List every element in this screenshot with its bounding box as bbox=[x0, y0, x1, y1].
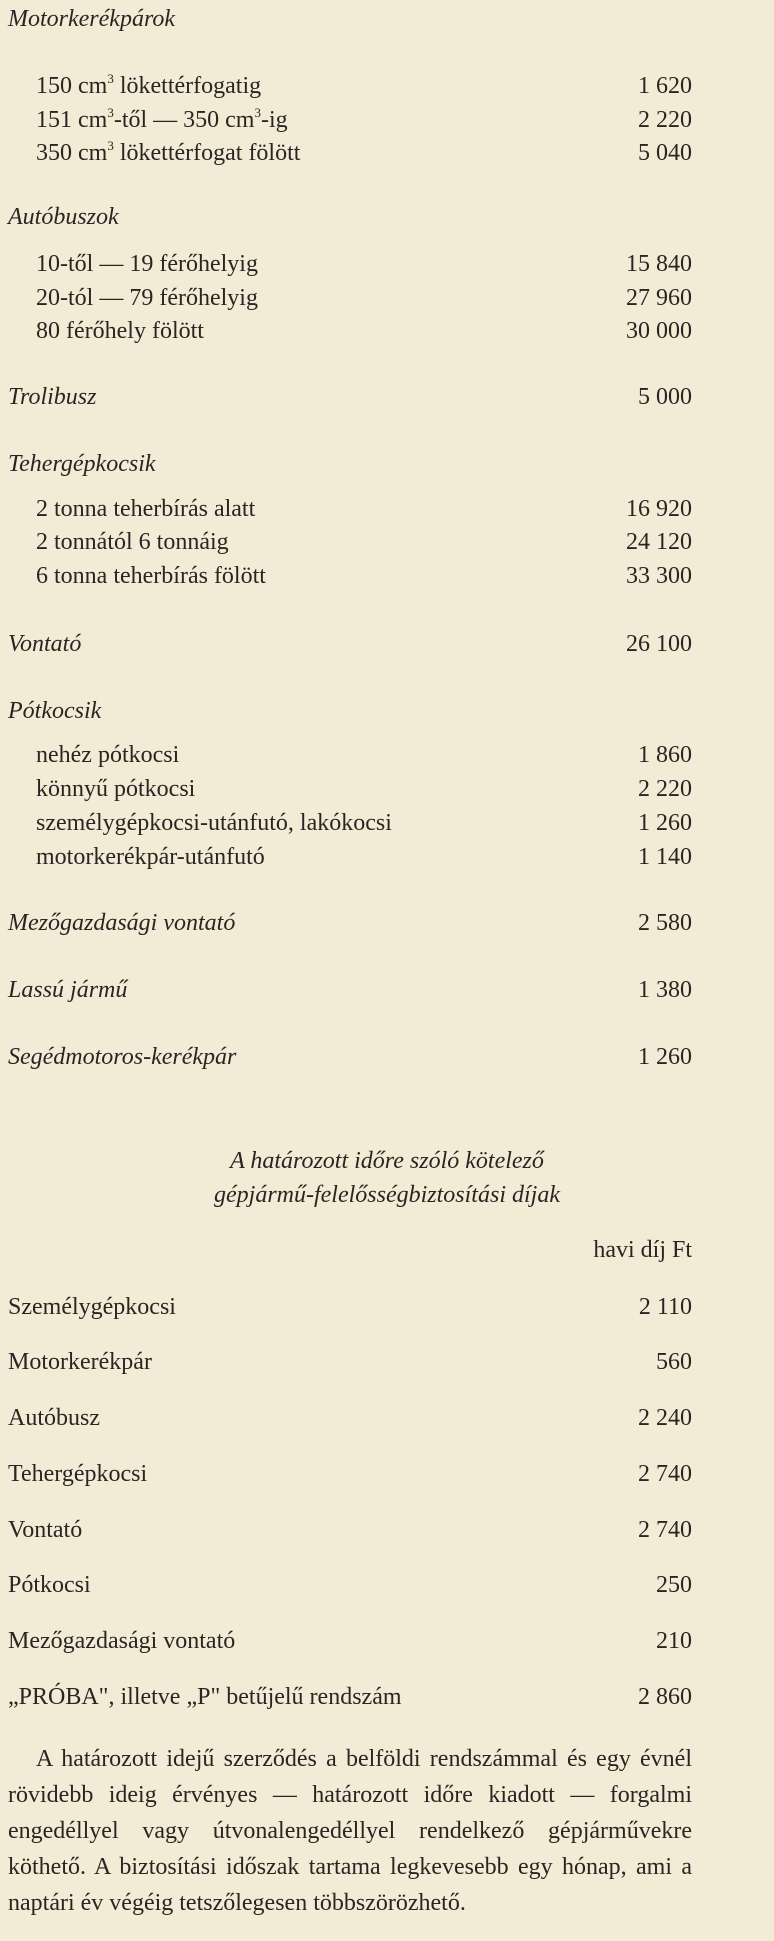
fee-value: 2 240 bbox=[638, 1405, 692, 1431]
table-row: Autóbusz 2 240 bbox=[0, 1401, 774, 1435]
table-row-trolleybus: Trolibusz 5 000 bbox=[0, 380, 774, 414]
table-row: Mezőgazdasági vontató 210 bbox=[0, 1624, 774, 1658]
table-row: 151 $cm^3$-től — 350 $cm^3-ig$ 2 220 bbox=[0, 103, 774, 137]
fee-value: 5 040 bbox=[638, 140, 692, 166]
fee-value: 27 960 bbox=[626, 285, 692, 311]
fee-value: 1 260 bbox=[638, 1044, 692, 1070]
table-row: Pótkocsi 250 bbox=[0, 1568, 774, 1602]
fee-value: 24 120 bbox=[626, 529, 692, 555]
fee-value: 2 740 bbox=[638, 1461, 692, 1487]
explanatory-paragraph: A határozott idejű szerződés a belföldi rendszámmal és egy évnél rövidebb ideig érvényes — határozott időre kiadott — forgalmi engedéllyel vagy útvonalengedéllyel rendelkező gépjárművekre köthető. A biztosítási időszak tartama legkevesebb egy hónap, ami a naptári év végéig tetszőlegesen többszörözhető. bbox=[8, 1746, 692, 1916]
table-row: 2 tonnától 6 tonnáig 24 120 bbox=[0, 525, 774, 559]
fee-value: 2 220 bbox=[638, 107, 692, 133]
fee-value: 1 860 bbox=[638, 742, 692, 768]
heading-trailers: Pótkocsik bbox=[8, 698, 102, 724]
table-row: Tehergépkocsi 2 740 bbox=[0, 1457, 774, 1491]
fee-value: 5 000 bbox=[638, 384, 692, 410]
table-row: 80 férőhely fölött 30 000 bbox=[0, 314, 774, 348]
table-row-moped: Segédmotoros-kerékpár 1 260 bbox=[0, 1040, 774, 1074]
column-header: havi díj Ft bbox=[593, 1237, 692, 1263]
table-row-slow-vehicle: Lassú jármű 1 380 bbox=[0, 973, 774, 1007]
table-row: 150 $cm^3$ lökettérfogatig 1 620 bbox=[0, 69, 774, 103]
table-row: személygépkocsi-utánfutó, lakókocsi 1 260 bbox=[0, 806, 774, 840]
table-row: 2 tonna teherbírás alatt 16 920 bbox=[0, 492, 774, 526]
table-row-tractor: Vontató 26 100 bbox=[0, 627, 774, 661]
fee-value: 2 110 bbox=[638, 1294, 692, 1320]
table-row: „PRÓBA", illetve „P" betűjelű rendszám 2 860 bbox=[0, 1680, 774, 1714]
fee-value: 560 bbox=[656, 1349, 692, 1375]
fee-value: 1 620 bbox=[638, 73, 692, 99]
fee-value: 2 220 bbox=[638, 776, 692, 802]
fee-value: 26 100 bbox=[626, 631, 692, 657]
section-caption-line1: A határozott időre szóló kötelező bbox=[230, 1148, 544, 1174]
table-row: Személygépkocsi 2 110 bbox=[0, 1290, 774, 1324]
fee-value: 2 740 bbox=[638, 1517, 692, 1543]
heading-buses: Autóbuszok bbox=[8, 204, 119, 230]
table-row: 20-tól — 79 férőhelyig 27 960 bbox=[0, 281, 774, 315]
table-row: nehéz pótkocsi 1 860 bbox=[0, 738, 774, 772]
table-row: Vontató 2 740 bbox=[0, 1513, 774, 1547]
table-row: Motorkerékpár 560 bbox=[0, 1345, 774, 1379]
fee-value: 1 260 bbox=[638, 810, 692, 836]
fee-value: 30 000 bbox=[626, 318, 692, 344]
fee-value: 1 140 bbox=[638, 844, 692, 870]
table-row: 350 $cm^3$ lökettérfogat fölött 5 040 bbox=[0, 136, 774, 170]
section-caption-line2: gépjármű-felelősségbiztosítási díjak bbox=[214, 1182, 560, 1208]
table-row-agri-tractor: Mezőgazdasági vontató 2 580 bbox=[0, 906, 774, 940]
fee-value: 250 bbox=[656, 1572, 692, 1598]
fee-value: 15 840 bbox=[626, 251, 692, 277]
heading-trucks: Tehergépkocsik bbox=[8, 451, 156, 477]
table-row: könnyű pótkocsi 2 220 bbox=[0, 772, 774, 806]
fee-value: 1 380 bbox=[638, 977, 692, 1003]
table-row: motorkerékpár-utánfutó 1 140 bbox=[0, 840, 774, 874]
heading-motorcycles: Motorkerékpárok bbox=[8, 6, 176, 32]
fee-value: 2 580 bbox=[638, 910, 692, 936]
table-row: 6 tonna teherbírás fölött 33 300 bbox=[0, 559, 774, 593]
fee-value: 210 bbox=[656, 1628, 692, 1654]
fee-value: 16 920 bbox=[626, 496, 692, 522]
fee-value: 2 860 bbox=[638, 1684, 692, 1710]
fee-value: 33 300 bbox=[626, 563, 692, 589]
table-row: 10-től — 19 férőhelyig 15 840 bbox=[0, 247, 774, 281]
